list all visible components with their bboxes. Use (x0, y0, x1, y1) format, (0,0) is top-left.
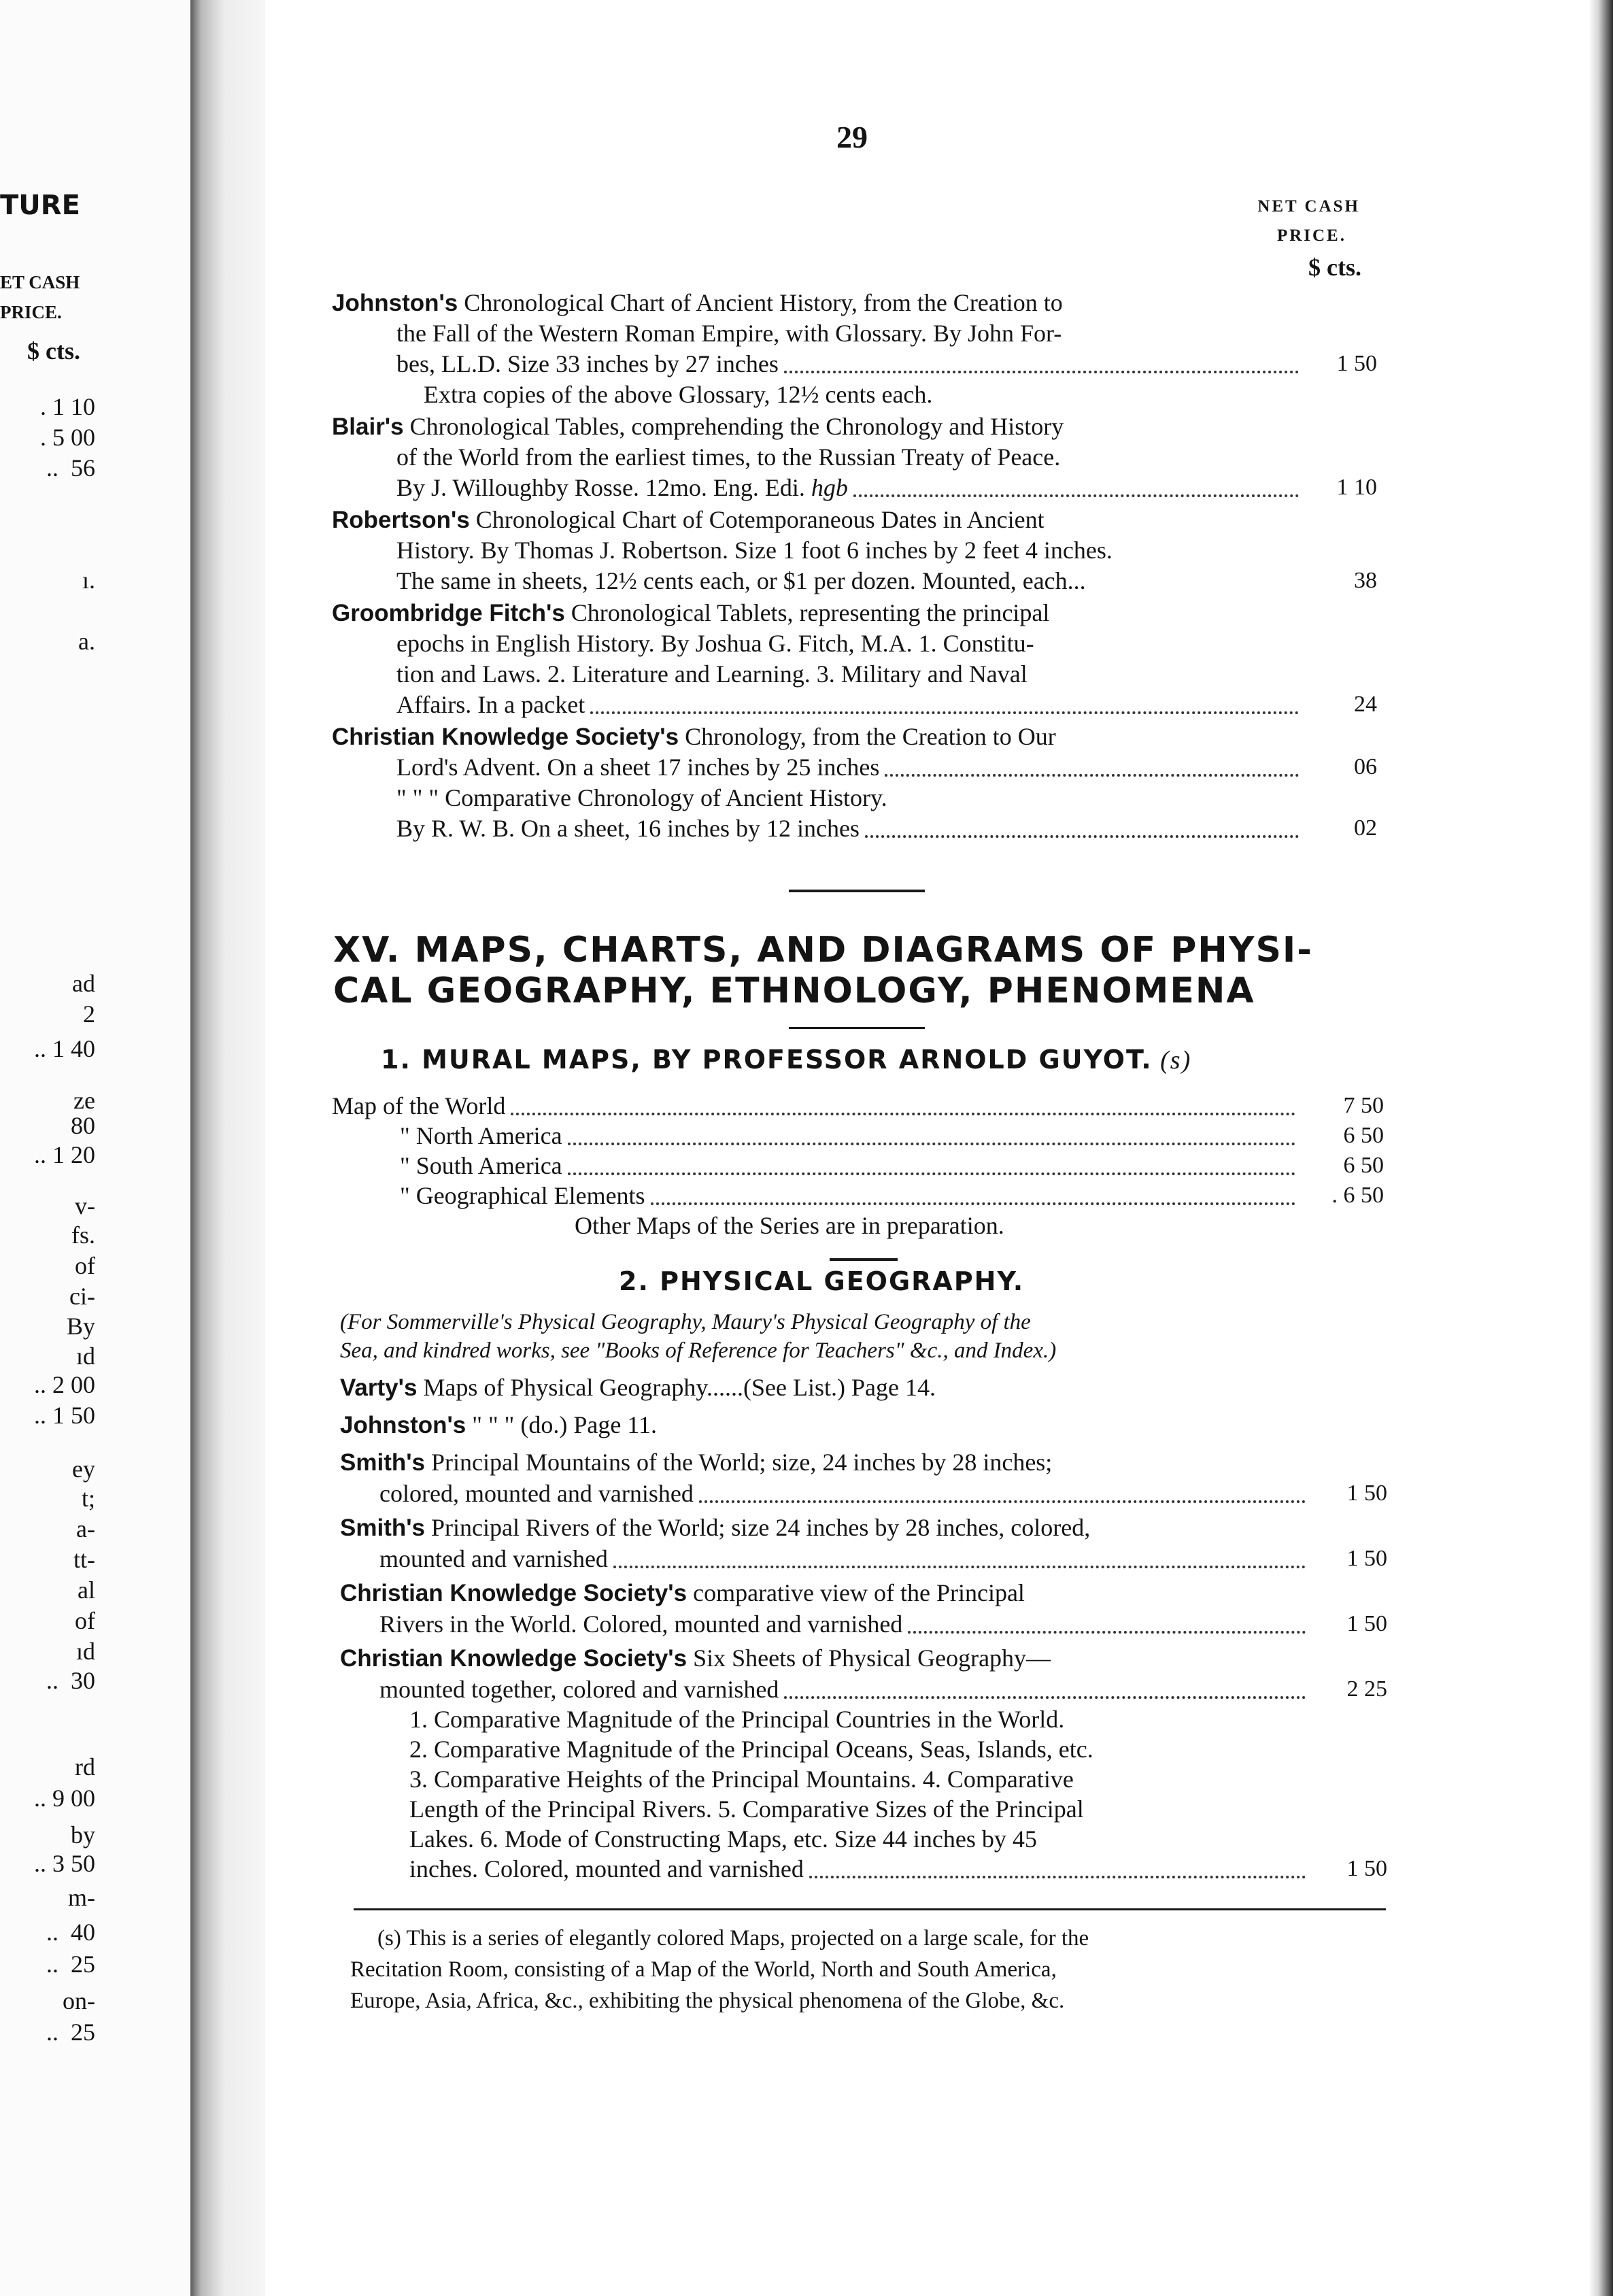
reference-note: (For Sommerville's Physical Geography, Maury's Physical Geography of the (340, 1310, 1031, 1334)
entry-text: " " " (do.) Page 11. (466, 1411, 657, 1438)
entry-first-line (340, 1644, 1051, 1672)
price-value: 1 10 (1336, 475, 1377, 500)
left-page-fragment: .. 3 50 (34, 1850, 95, 1877)
left-page-fragment: .. 25 (46, 1951, 95, 1978)
entry-text: Maps of Physical Geography......(See List.) Page 14. (417, 1374, 936, 1401)
page-edge-shadow (1589, 0, 1613, 2296)
map-item: " North America (400, 1122, 562, 1149)
catalog-page (326, 0, 1387, 2296)
left-page-fragment: a- (76, 1515, 95, 1542)
leader-dots (568, 1115, 1295, 1145)
johnston-entry (340, 1411, 657, 1439)
left-page-fragment: ıd (75, 1638, 95, 1665)
entry-text: inches. Colored, mounted and varnished (409, 1855, 804, 1883)
entry-title: Groombridge Fitch's (332, 600, 565, 626)
entry-text: By R. W. B. On a sheet, 16 inches by 12 inches (396, 815, 860, 842)
left-currency: $ cts. (27, 337, 80, 365)
entry-text: The same in sheets, 12½ cents each, or $1 per dozen. Mounted, each... (396, 567, 1086, 594)
leader-dots (651, 1175, 1295, 1205)
left-net-cash: ET CASH (0, 272, 80, 292)
left-page-fragment: on- (63, 1987, 95, 2014)
entry-title: Johnston's (332, 290, 458, 316)
left-page-fragment: ze (73, 1087, 95, 1114)
footnote-rule (354, 1908, 1386, 1910)
entry-line (409, 1795, 1084, 1823)
entry-line (396, 660, 1028, 688)
entry-first-line (340, 1579, 1025, 1607)
entry-text: comparative view of the Principal (687, 1579, 1025, 1606)
entry-title: Varty's (340, 1374, 418, 1401)
price-value: 1 50 (1346, 1481, 1387, 1506)
entry-title: Johnston's (340, 1412, 466, 1438)
left-page-heading: TURE (0, 190, 80, 221)
price-value: . 6 50 (1331, 1183, 1384, 1208)
left-page-fragment: .. 56 (46, 454, 95, 482)
entry-title: Christian Knowledge Society's (340, 1580, 687, 1606)
entry-text: 3. Comparative Heights of the Principal Mountains. 4. Comparative (409, 1766, 1074, 1793)
left-page-fragment: .. 1 20 (34, 1141, 95, 1168)
entry-text: Chronological Tablets, representing the principal (564, 599, 1050, 626)
price-value: 1 50 (1346, 1611, 1387, 1636)
left-page-fragment: .. 1 40 (34, 1035, 95, 1062)
section-title-line2: CAL GEOGRAPHY, ETHNOLOGY, PHENOMENA (333, 970, 1255, 1011)
leader-dots (568, 1145, 1295, 1175)
entry-first-line (340, 1514, 1090, 1542)
leader-dots (908, 1604, 1306, 1634)
entry-title: Christian Knowledge Society's (340, 1645, 687, 1672)
entry-first-line (332, 289, 1063, 317)
entry-first-line (332, 413, 1064, 441)
entry-line (396, 754, 879, 781)
subsection-title-mural: 1. MURAL MAPS, BY PROFESSOR ARNOLD GUYOT. (s) (381, 1045, 1192, 1075)
left-page-fragment: .. 30 (46, 1667, 95, 1694)
entry-line (424, 381, 932, 408)
price-value: 02 (1354, 815, 1377, 841)
entry-text: Chronology, from the Creation to Our (679, 723, 1056, 750)
entry-text: Extra copies of the above Glossary, 12½ cents each. (424, 381, 933, 408)
left-page-fragment: of (75, 1252, 95, 1279)
left-page-fragment: by (71, 1821, 95, 1848)
left-page-fragment: m- (68, 1884, 95, 1911)
varty-entry (340, 1374, 936, 1402)
price-value: 1 50 (1336, 351, 1377, 376)
entry-line (409, 1736, 1093, 1763)
price-header: PRICE. (1276, 226, 1346, 245)
footnote-mark: (s) (1152, 1046, 1192, 1075)
price-value: 6 50 (1343, 1123, 1384, 1148)
left-page-fragment: ıd (75, 1343, 95, 1370)
left-page-fragment: .. 9 00 (34, 1785, 95, 1812)
left-page-fragment: .. 2 00 (34, 1371, 95, 1398)
left-page-fragment: al (78, 1576, 95, 1604)
entry-text: the Fall of the Western Roman Empire, with Glossary. By John For- (396, 320, 1062, 347)
price-value: 24 (1354, 692, 1377, 717)
net-cash-header: NET CASH (1257, 197, 1360, 216)
entry-italic: hgb (811, 474, 848, 501)
price-value: 2 25 (1346, 1676, 1387, 1702)
entry-line (396, 350, 779, 377)
price-value: 06 (1354, 754, 1377, 779)
entry-text: of the World from the earliest times, to the Russian Treaty of Peace. (396, 443, 1061, 471)
map-item: " Geographical Elements (400, 1182, 645, 1209)
entry-text: mounted and varnished (379, 1545, 608, 1572)
entry-first-line (340, 1449, 1052, 1476)
entry-title: Robertson's (332, 507, 470, 533)
entry-text: 1. Comparative Magnitude of the Principal Countries in the World. (409, 1706, 1065, 1733)
entry-text: bes, LL.D. Size 33 inches by 27 inches (396, 350, 779, 377)
entry-text: History. By Thomas J. Robertson. Size 1 foot 6 inches by 2 feet 4 inches. (396, 537, 1113, 564)
entry-line (379, 1545, 608, 1572)
price-value: 6 50 (1343, 1153, 1384, 1178)
currency-header: $ cts. (1308, 254, 1361, 281)
footnote-line: Europe, Asia, Africa, &c., exhibiting the physical phenomena of the Globe, &c. (350, 1989, 1065, 2013)
entry-title: Blair's (332, 413, 404, 440)
entry-text: Principal Rivers of the World; size 24 inches by 28 inches, colored, (425, 1514, 1091, 1541)
entry-first-line (332, 599, 1049, 627)
footnote-line: (s) This is a series of elegantly colored Maps, projected on a large scale, for the (377, 1926, 1089, 1951)
price-value: 1 50 (1346, 1856, 1387, 1881)
left-page-fragment: fs. (71, 1221, 95, 1249)
leader-dots (613, 1538, 1306, 1568)
left-page-fragment: .. 25 (46, 2019, 95, 2046)
leader-dots (865, 808, 1299, 838)
entry-line (409, 1706, 1064, 1733)
left-page-fragment: v- (75, 1192, 95, 1219)
left-page-fragment: . 1 10 (40, 393, 95, 420)
book-gutter (190, 0, 265, 2296)
left-page-fragment: .. 40 (46, 1919, 95, 1946)
left-price-label: PRICE. (0, 302, 62, 322)
leader-dots (784, 343, 1299, 373)
entry-line (396, 537, 1113, 564)
entry-line (396, 443, 1060, 471)
entry-line (409, 1766, 1074, 1793)
entry-text: epochs in English History. By Joshua G. Fitch, M.A. 1. Constitu- (396, 630, 1034, 657)
left-page-fragment: By (66, 1313, 95, 1340)
left-page-fragment: 2 (83, 1000, 95, 1028)
entry-text: mounted together, colored and varnished (379, 1676, 779, 1703)
price-value: 7 50 (1343, 1093, 1384, 1118)
entry-line (379, 1480, 694, 1507)
left-page-fragment: 80 (71, 1112, 95, 1139)
entry-text: Affairs. In a packet (396, 691, 585, 718)
section-divider (789, 1027, 925, 1029)
entry-title: Christian Knowledge Society's (332, 724, 679, 750)
entry-title: Smith's (340, 1515, 426, 1541)
leader-dots (809, 1848, 1306, 1878)
left-page-fragment: ad (72, 970, 95, 997)
section-divider (830, 1258, 898, 1261)
reference-note: Sea, and kindred works, see "Books of Reference for Teachers" &c., and Index.) (340, 1338, 1057, 1363)
subsection-title-physical: 2. PHYSICAL GEOGRAPHY. (619, 1266, 1025, 1296)
map-item: Map of the World (332, 1092, 506, 1119)
entry-line (396, 815, 860, 842)
map-item: " South America (400, 1152, 562, 1179)
entry-line (396, 567, 1086, 594)
section-title-line1: XV. MAPS, CHARTS, AND DIAGRAMS OF PHYSI- (333, 930, 1313, 970)
entry-text: Lakes. 6. Mode of Constructing Maps, etc. Size 44 inches by 45 (409, 1825, 1037, 1853)
entry-line (379, 1610, 902, 1638)
footnote-line: Recitation Room, consisting of a Map of the World, North and South America, (350, 1957, 1057, 1982)
section-divider (789, 890, 925, 892)
entry-text: Chronological Tables, comprehending the Chronology and History (403, 413, 1064, 440)
entry-text: tion and Laws. 2. Literature and Learning. 3. Military and Naval (396, 660, 1028, 688)
leader-dots (885, 747, 1299, 777)
leader-dots (699, 1473, 1306, 1503)
entry-line (409, 1855, 804, 1883)
entry-text: Principal Mountains of the World; size, 24 inches by 28 inches; (425, 1449, 1053, 1476)
facing-page (0, 0, 190, 2296)
price-value: 1 50 (1346, 1546, 1387, 1571)
series-note: Other Maps of the Series are in preparation. (575, 1212, 1004, 1239)
left-page-fragment: .. 1 50 (34, 1402, 95, 1429)
left-page-fragment: t; (81, 1485, 95, 1512)
left-page-fragment: ey (72, 1455, 95, 1483)
entry-title: Smith's (340, 1449, 426, 1476)
entry-text: " " " Comparative Chronology of Ancient History. (396, 784, 887, 811)
left-page-fragment: a. (78, 628, 95, 655)
entry-line (396, 320, 1062, 347)
entry-text: colored, mounted and varnished (379, 1480, 694, 1507)
left-page-fragment: rd (75, 1753, 95, 1780)
left-page-fragment: ı. (82, 567, 95, 594)
entry-text: Six Sheets of Physical Geography— (687, 1644, 1051, 1672)
entry-text: Length of the Principal Rivers. 5. Comparative Sizes of the Principal (409, 1795, 1084, 1823)
leader-dots (784, 1669, 1306, 1699)
entry-text: Rivers in the World. Colored, mounted and varnished (379, 1610, 903, 1638)
entry-line (396, 630, 1034, 657)
entry-first-line (332, 506, 1045, 534)
page-number: 29 (836, 120, 868, 154)
price-value: 38 (1354, 568, 1377, 593)
left-page-fragment: of (75, 1607, 95, 1634)
left-page-fragment: tt- (73, 1546, 95, 1573)
entry-text: Chronological Chart of Ancient History, from the Creation to (458, 289, 1063, 316)
entry-text: Lord's Advent. On a sheet 17 inches by 25 inches (396, 754, 880, 781)
left-page-fragment: . 5 00 (40, 424, 95, 451)
leader-dots (511, 1085, 1295, 1115)
left-page-fragment: ci- (69, 1283, 95, 1310)
entry-line (396, 474, 848, 501)
entry-line (396, 784, 887, 811)
leader-dots (590, 684, 1299, 714)
entry-line (396, 691, 585, 718)
entry-text: By J. Willoughby Rosse. 12mo. Eng. Edi. (396, 474, 811, 501)
leader-dots (853, 467, 1299, 497)
entry-line (379, 1676, 779, 1703)
entry-text: 2. Comparative Magnitude of the Principal Oceans, Seas, Islands, etc. (409, 1736, 1093, 1763)
entry-text: Chronological Chart of Cotemporaneous Dates in Ancient (469, 506, 1045, 533)
